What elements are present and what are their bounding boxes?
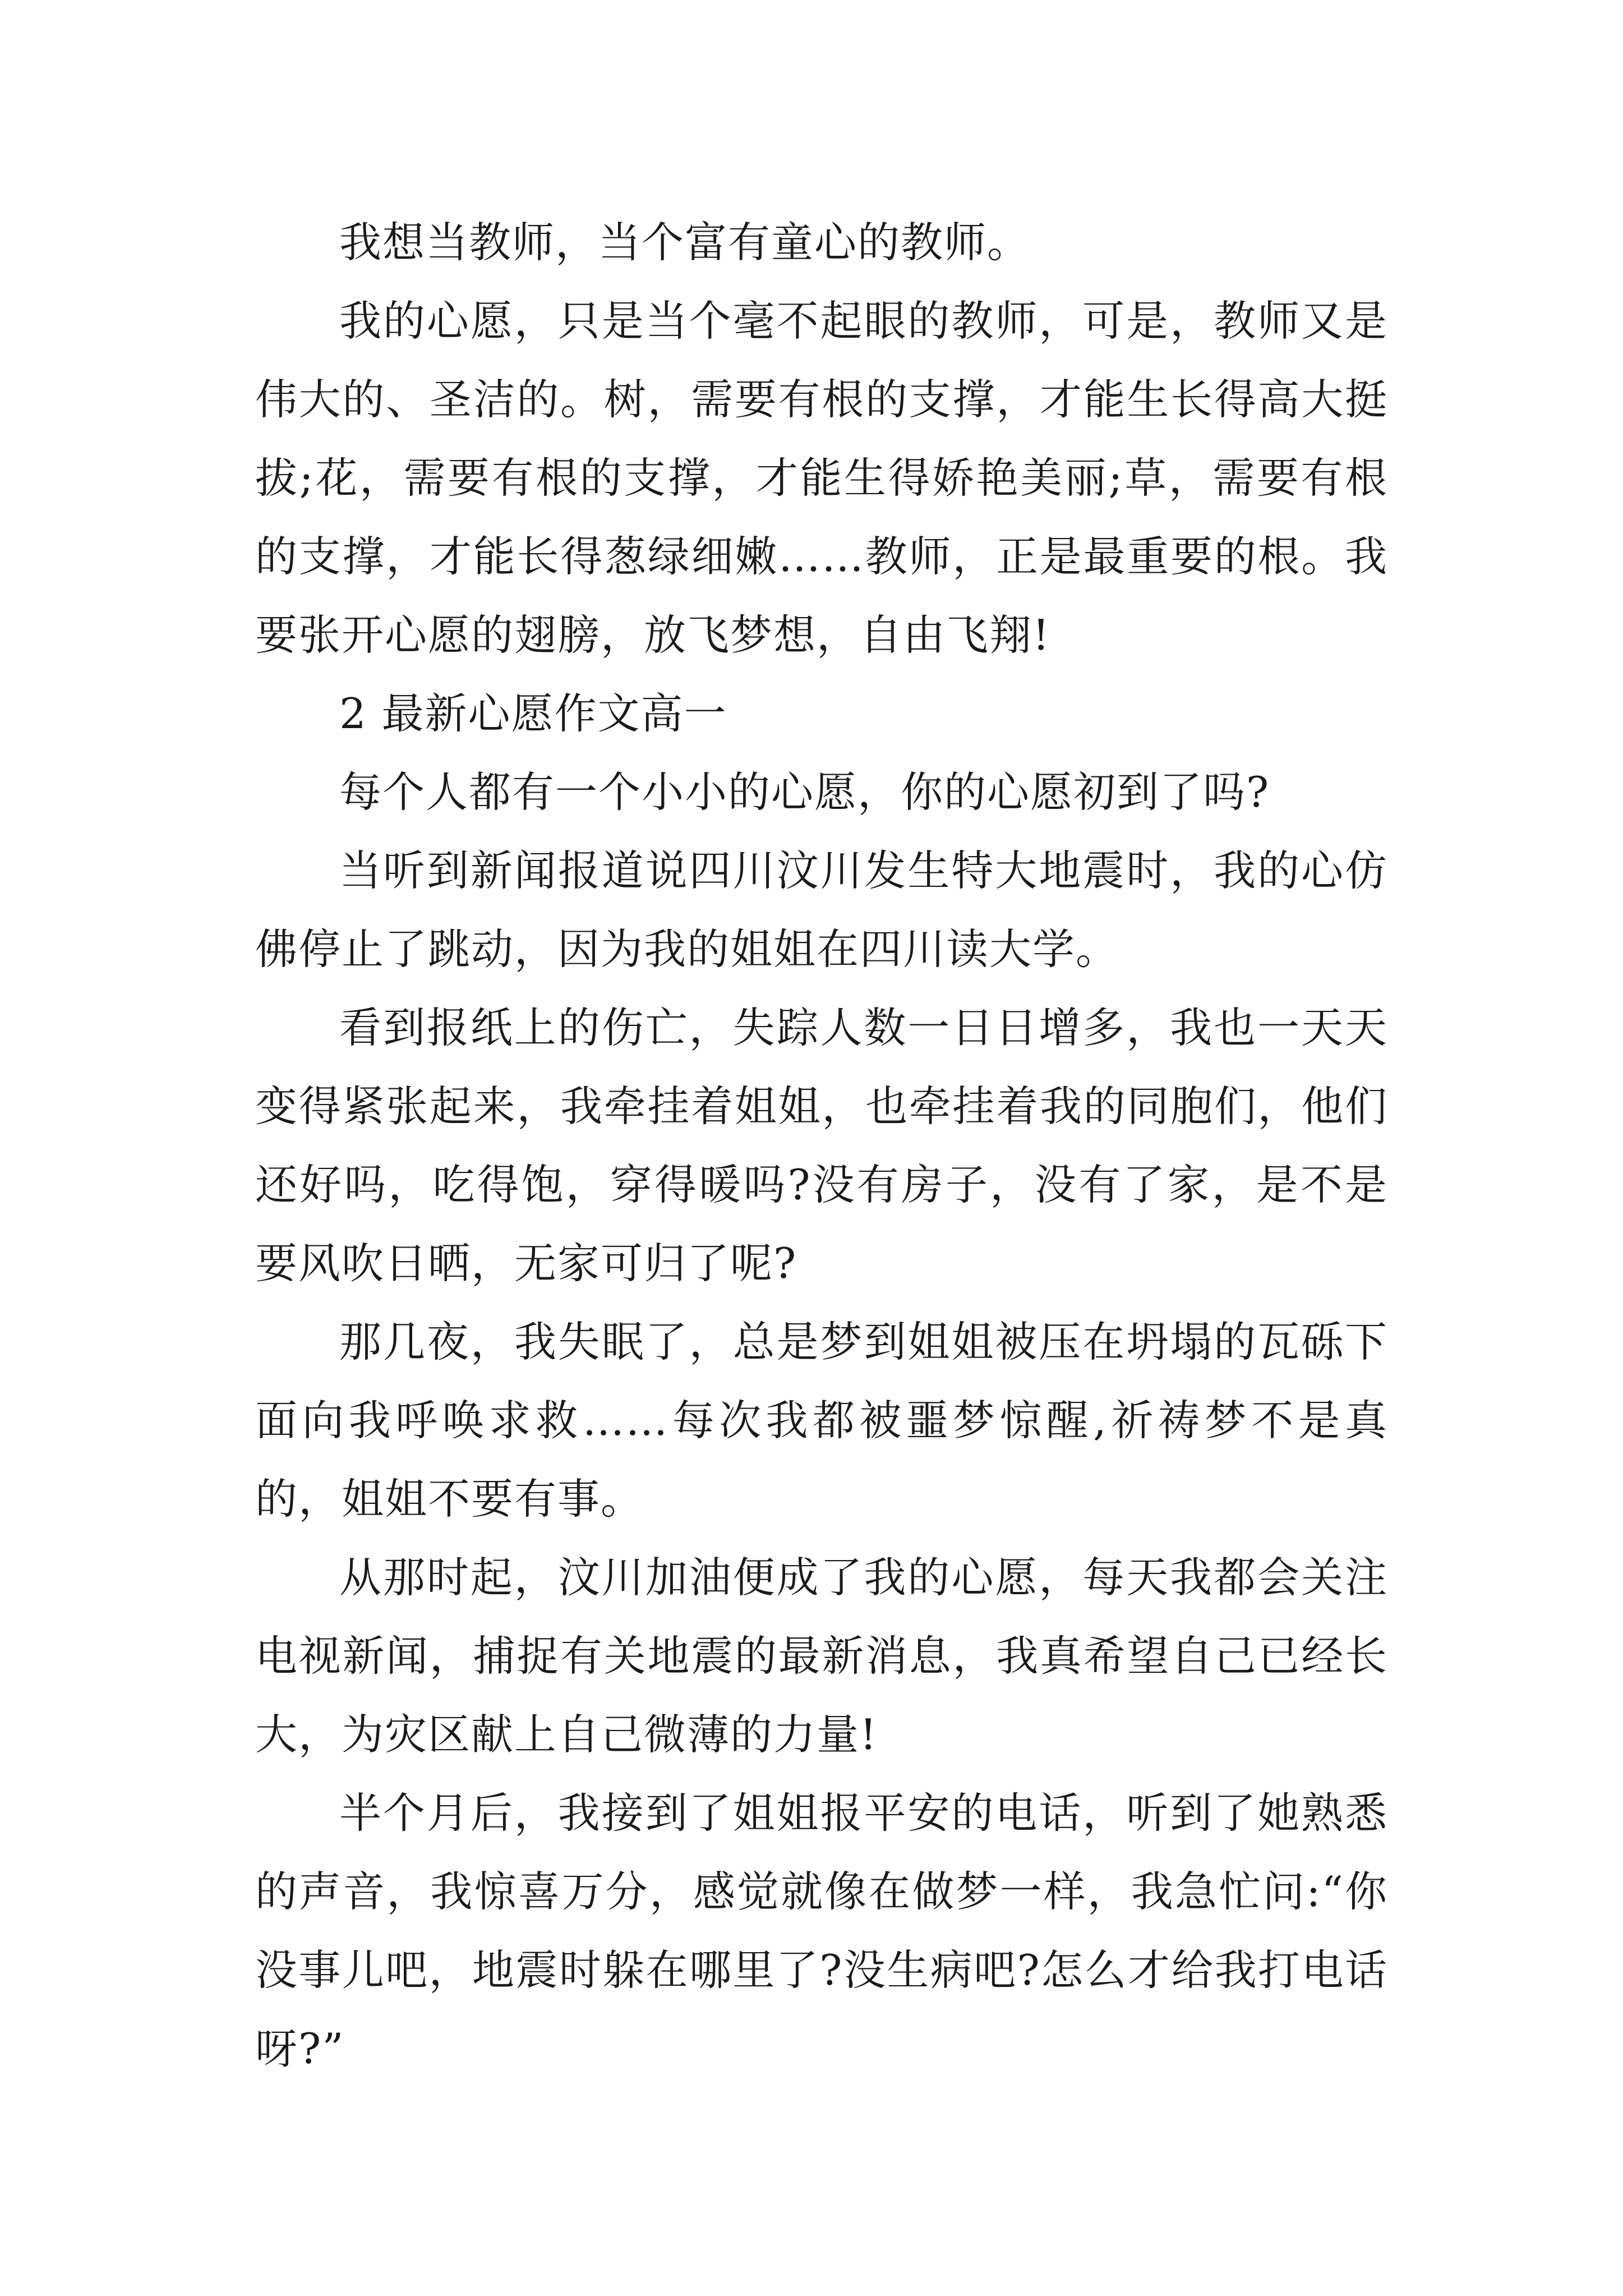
paragraph-6: 那几夜，我失眠了，总是梦到姐姐被压在坍塌的瓦砾下面向我呼唤求救……每次我都被噩梦惊醒,祈祷梦不是真的，姐姐不要有事。 — [255, 1317, 1388, 1524]
paragraph-2: 我的心愿，只是当个毫不起眼的教师，可是，教师又是伟大的、圣洁的。树，需要有根的支撑，才能生长得高大挺拔;花，需要有根的支撑，才能生得娇艳美丽;草，需要有根的支撑，才能长得葱绿细嫩……教师，正是最重要的根。我要张开心愿的翅膀，放飞梦想，自由飞翔! — [255, 296, 1388, 660]
paragraph-5: 看到报纸上的伤亡，失踪人数一日日增多，我也一天天变得紧张起来，我牵挂着姐姐，也牵挂着我的同胞们，他们还好吗，吃得饱，穿得暖吗?没有房子，没有了家，是不是要风吹日晒，无家可归了呢? — [255, 1003, 1388, 1288]
paragraph-4: 当听到新闻报道说四川汶川发生特大地震时，我的心仿佛停止了跳动，因为我的姐姐在四川读大学。 — [255, 846, 1388, 974]
paragraph-3: 每个人都有一个小小的心愿，你的心愿初到了吗? — [339, 767, 1270, 817]
paragraph-7: 从那时起，汶川加油便成了我的心愿，每天我都会关注电视新闻，捕捉有关地震的最新消息，我真希望自己已经长大，为灾区献上自己微薄的力量! — [255, 1553, 1388, 1759]
essay-body — [255, 203, 1388, 2088]
paragraph-1: 我想当教师，当个富有童心的教师。 — [339, 218, 1031, 267]
section-heading: 2 最新心愿作文高一 — [339, 689, 727, 738]
paragraph-8: 半个月后，我接到了姐姐报平安的电话，听到了她熟悉的声音，我惊喜万分，感觉就像在做梦一样，我急忙问:“你没事儿吧，地震时躲在哪里了?没生病吧?怎么才给我打电话呀?” — [255, 1788, 1388, 2073]
